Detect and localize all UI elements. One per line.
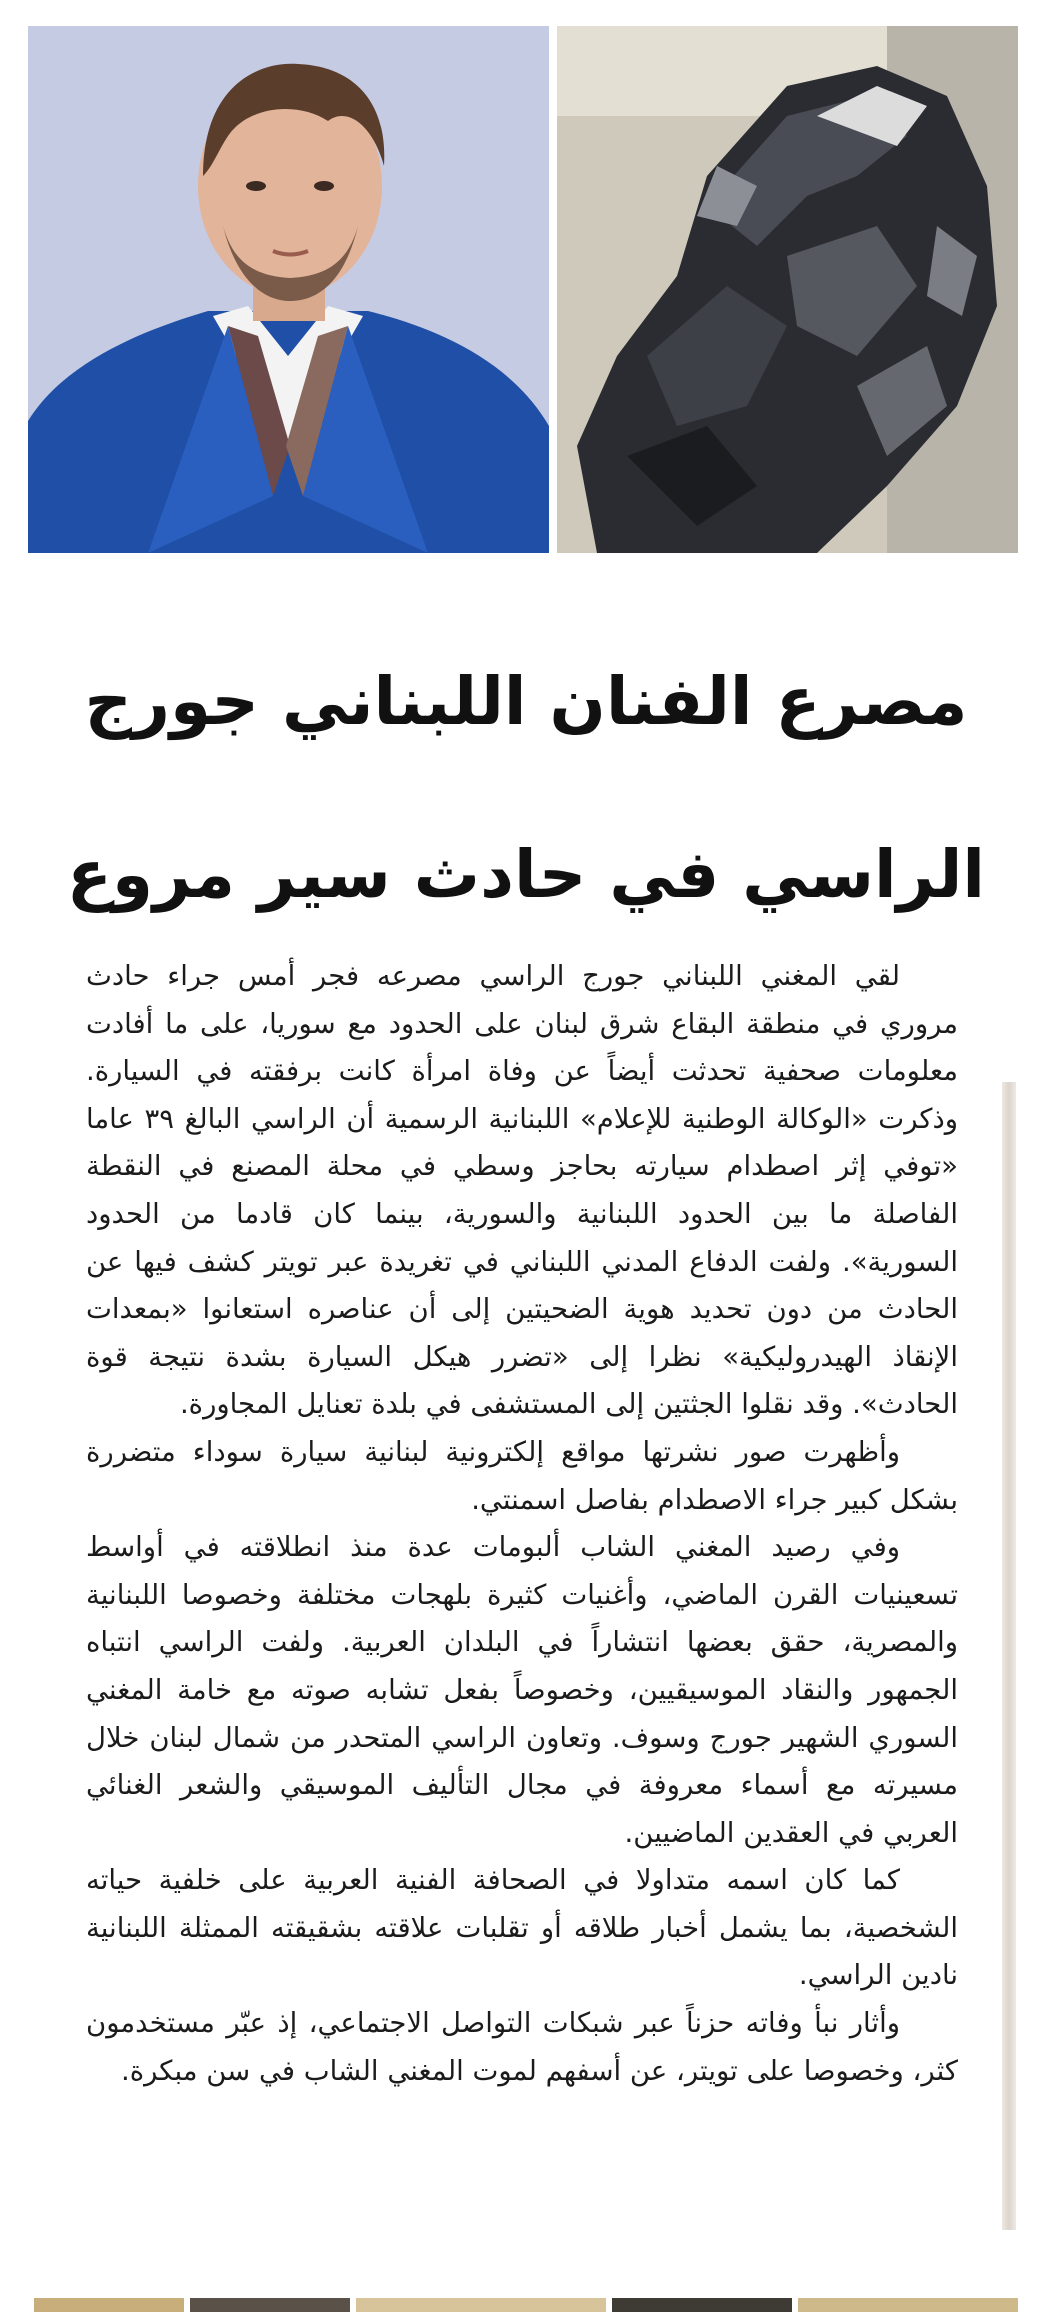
strip-segment [34,2298,184,2312]
column-divider [1002,1082,1016,2230]
article-headline [36,615,1016,961]
singer-portrait-photo [28,26,549,553]
car-wreck-photo [557,26,1018,553]
article-body [86,953,958,2193]
headline-line-2: الراسي في حادث سير مروع [66,836,986,913]
next-article-image-strip [28,2298,1018,2312]
article-paragraph: وأظهرت صور نشرتها مواقع إلكترونية لبنانية سيارة سوداء متضررة بشكل كبير جراء الاصطدام بفاصل اسمنتي. [86,1435,958,1516]
article-paragraph: كما كان اسمه متداولا في الصحافة الفنية العربية على خلفية حياته الشخصية، بما يشمل أخبار طلاقه أو تقلبات علاقته بشقيقته الممثلة اللبنانية نادين الراسي. [86,1864,958,1992]
portrait-illustration [28,26,549,553]
photo-row [28,26,1018,553]
article-paragraph: وأثار نبأ وفاته حزناً عبر شبكات التواصل الاجتماعي، إذ عبّر مستخدمون كثر، وخصوصا على تويتر، عن أسفهم لموت المغني الشاب في سن مبكرة. [86,2007,958,2087]
headline-line-1: مصرع الفنان اللبناني جورج [84,663,968,740]
wreck-illustration [557,26,1018,553]
strip-segment [798,2298,1018,2312]
article-paragraph: لقي المغني اللبناني جورج الراسي مصرعه فجر أمس جراء حادث مروري في منطقة البقاع شرق لبنان على الحدود مع سوريا، على ما أفادت معلومات صحفية تحدثت أيضاً عن وفاة امرأة كانت برفقته في السيارة. وذكرت «الوكالة الوطنية للإعلام» اللبنانية الرسمية أن الراسي البالغ ٣٩ عاما «توفي إثر اصطدام سيارته بحاجز وسطي في محلة المصنع في النقطة الفاصلة ما بين الحدود اللبنانية والسورية، بينما كان قادما من الحدود السورية». ولفت الدفاع المدني اللبناني في تغريدة عبر تويتر كشف فيها عن الحادث من دون تحديد هوية الضحيتين إلى أن عناصره استعانوا «بمعدات الإنقاذ الهيدروليكية» نظرا إلى «تضرر هيكل السيارة بشدة نتيجة قوة الحادث». وقد نقلوا الجثتين إلى المستشفى في بلدة تعنايل المجاورة. [86,960,958,1421]
strip-segment [612,2298,792,2312]
strip-segment [356,2298,606,2312]
strip-segment [190,2298,350,2312]
article-paragraph: وفي رصيد المغني الشاب ألبومات عدة منذ انطلاقته في أواسط تسعينيات القرن الماضي، وأغنيات كثيرة بلهجات مختلفة وخصوصا اللبنانية والمصرية، حقق بعضها انتشاراً في البلدان العربية. ولفت الراسي انتباه الجمهور والنقاد الموسيقيين، وخصوصاً بفعل تشابه صوته مع خامة المغني السوري الشهير جورج وسوف. وتعاون الراسي المتحدر من شمال لبنان خلال مسيرته مع أسماء معروفة في مجال التأليف الموسيقي والشعر الغنائي العربي في العقدين الماضيين. [86,1531,958,1849]
